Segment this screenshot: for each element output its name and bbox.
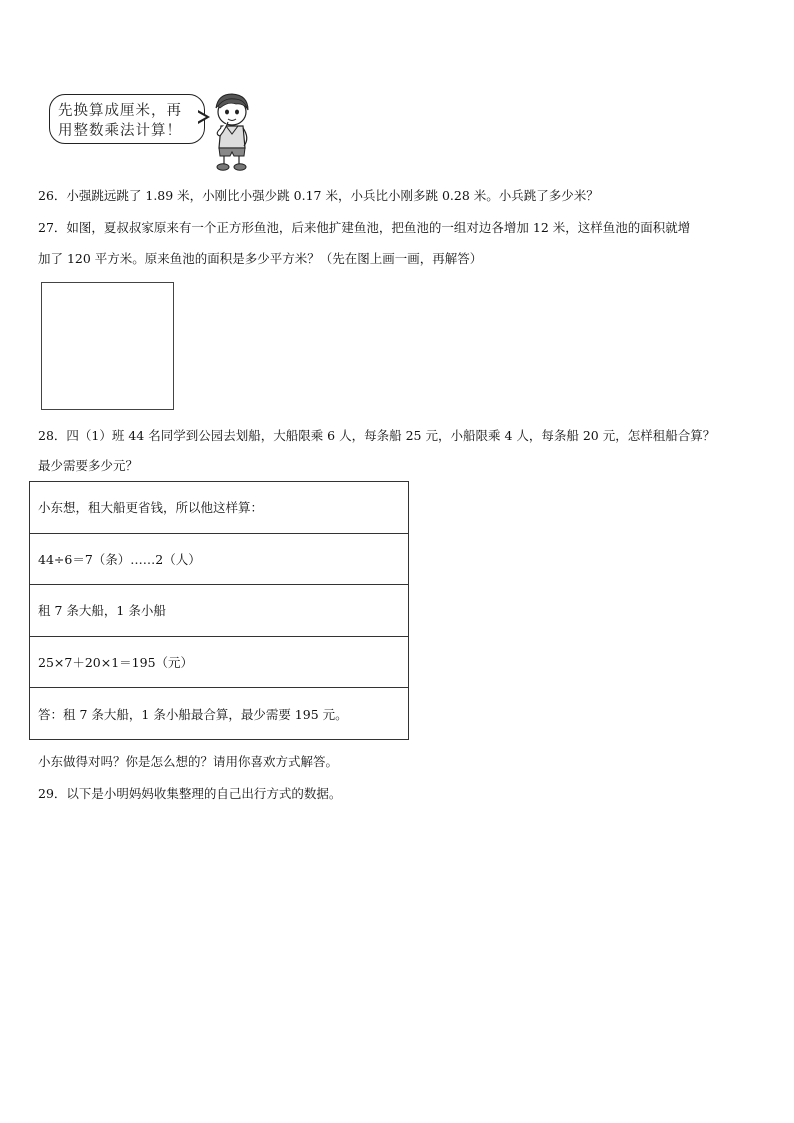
square-pond-figure bbox=[41, 282, 174, 410]
speech-bubble bbox=[49, 94, 205, 144]
table-row bbox=[30, 482, 409, 534]
speech-bubble-line2: 用整数乘法计算！ bbox=[58, 123, 182, 139]
question-28-followup: 小东做得对吗？你是怎么想的？请用你喜欢方式解答。 bbox=[38, 754, 339, 769]
boy-illustration bbox=[206, 90, 256, 172]
speech-bubble-tail-fill bbox=[197, 112, 206, 122]
table-cell: 44÷6＝7（条）……2（人） bbox=[30, 533, 409, 585]
speech-bubble-line1: 先换算成厘米，再 bbox=[58, 103, 182, 119]
table-cell: 小东想，租大船更省钱，所以他这样算： bbox=[30, 482, 409, 534]
question-29: 29．以下是小明妈妈收集整理的自己出行方式的数据。 bbox=[38, 786, 342, 801]
question-26: 26．小强跳远跳了 1.89 米，小刚比小强少跳 0.17 米，小兵比小刚多跳 0.28 米。小兵跳了多少米？ bbox=[38, 188, 599, 203]
question-28-line1: 28．四（1）班 44 名同学到公园去划船，大船限乘 6 人，每条船 25 元，小船限乘 4 人，每条船 20 元，怎样租船合算？ bbox=[38, 428, 716, 443]
calculation-table bbox=[29, 481, 409, 740]
table-row bbox=[30, 636, 409, 688]
table-cell: 答：租 7 条大船，1 条小船最合算，最少需要 195 元。 bbox=[30, 688, 409, 740]
table-cell: 25×7＋20×1＝195（元） bbox=[30, 636, 409, 688]
table-row bbox=[30, 533, 409, 585]
table-row bbox=[30, 688, 409, 740]
question-28-line2: 最少需要多少元？ bbox=[38, 458, 139, 473]
table-row bbox=[30, 585, 409, 637]
question-27-line2: 加了 120 平方米。原来鱼池的面积是多少平方米？（先在图上画一画，再解答） bbox=[38, 251, 483, 266]
question-27-line1: 27．如图，夏叔叔家原来有一个正方形鱼池，后来他扩建鱼池，把鱼池的一组对边各增加 12 米，这样鱼池的面积就增 bbox=[38, 220, 691, 235]
table-cell: 租 7 条大船，1 条小船 bbox=[30, 585, 409, 637]
